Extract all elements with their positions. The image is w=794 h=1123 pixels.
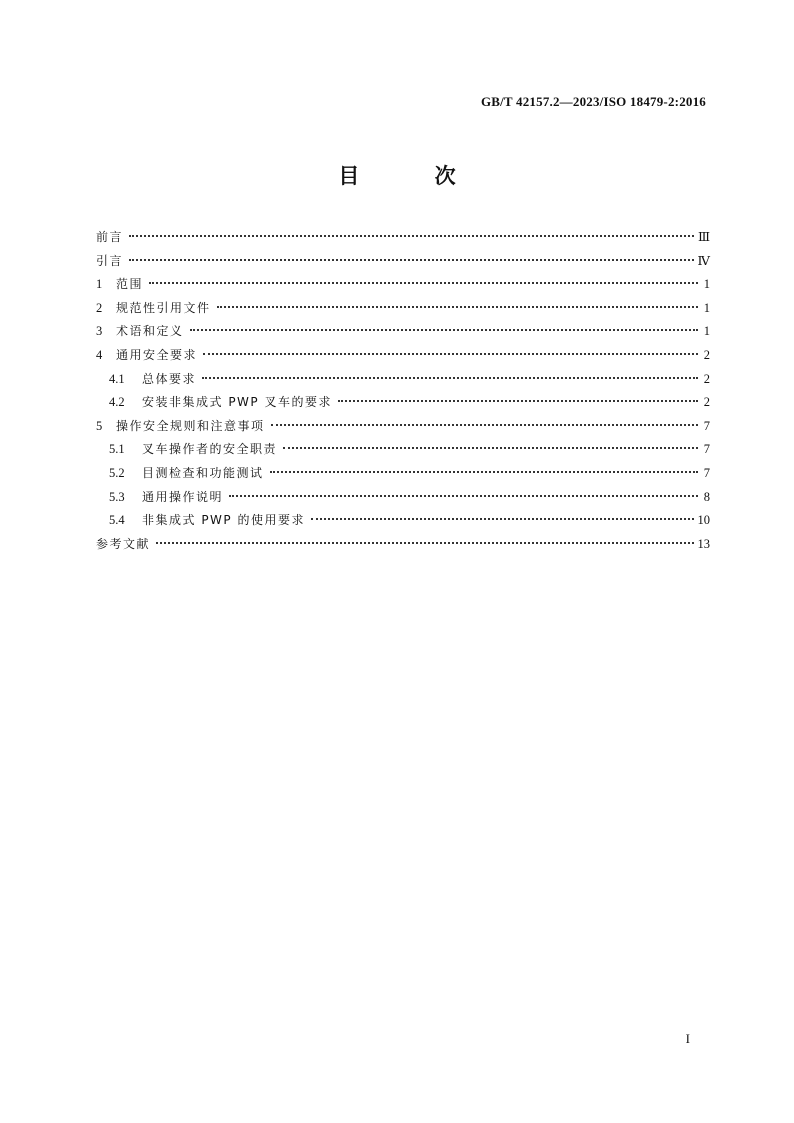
toc-dot-leader xyxy=(270,471,698,473)
toc-entry[interactable] xyxy=(96,368,710,392)
toc-entry-number: 5.3 xyxy=(109,489,125,504)
toc-entry-label: 术语和定义 xyxy=(116,324,184,339)
toc-dot-leader xyxy=(217,306,698,308)
toc-entry-number: 5 xyxy=(96,418,103,433)
toc-entry-page: 8 xyxy=(703,489,710,504)
toc-entry[interactable] xyxy=(96,226,710,250)
toc-dot-leader xyxy=(338,400,698,402)
toc-entry[interactable] xyxy=(96,462,710,486)
toc-entry-number: 5.1 xyxy=(109,442,125,457)
toc-entry-label: 非集成式 PWP 的使用要求 xyxy=(142,513,305,528)
toc-dot-leader xyxy=(202,377,698,379)
toc-dot-leader xyxy=(271,424,698,426)
toc-entry-page: 1 xyxy=(703,300,710,315)
toc-entry-page: 1 xyxy=(703,324,710,339)
toc-entry-label: 操作安全规则和注意事项 xyxy=(116,418,265,433)
toc-entry-number: 4.2 xyxy=(109,395,125,410)
toc-entry-page: Ⅳ xyxy=(697,253,710,268)
toc-entry[interactable] xyxy=(96,486,710,510)
toc-entry-label: 目测检查和功能测试 xyxy=(142,465,264,480)
toc-entry-label: 规范性引用文件 xyxy=(116,300,211,315)
toc-entry-page: 2 xyxy=(703,395,710,410)
page-number: I xyxy=(685,1031,690,1046)
toc-entry[interactable] xyxy=(96,250,710,274)
toc-dot-leader xyxy=(129,235,694,237)
toc-entry-page: 7 xyxy=(703,465,710,480)
toc-entry-page: 1 xyxy=(703,277,710,292)
toc-entry-page: 7 xyxy=(703,418,710,433)
toc-entry[interactable] xyxy=(96,391,710,415)
toc-dot-leader xyxy=(129,259,693,261)
toc-entry-number: 2 xyxy=(96,300,103,315)
toc-entry[interactable] xyxy=(96,415,710,439)
toc-entry-label: 范围 xyxy=(116,277,144,292)
toc-entry[interactable] xyxy=(96,344,710,368)
toc-entry-label: 安装非集成式 PWP 叉车的要求 xyxy=(142,395,332,410)
toc-entry-page: 13 xyxy=(697,536,710,551)
toc-entry-page: 2 xyxy=(703,371,710,386)
toc-entry-number: 1 xyxy=(96,277,103,292)
toc-dot-leader xyxy=(283,447,698,449)
toc-entry-page: 7 xyxy=(703,442,710,457)
toc-entry-number: 4 xyxy=(96,347,103,362)
toc-entry[interactable] xyxy=(96,533,710,557)
toc-entry-page: Ⅲ xyxy=(697,230,710,244)
toc-entry[interactable] xyxy=(96,297,710,321)
standard-code-text: GB/T 42157.2—2023/ISO 18479-2:2016 xyxy=(480,94,706,109)
toc-entry-label: 引言 xyxy=(96,253,124,268)
toc-dot-leader xyxy=(156,542,693,544)
toc-entry[interactable] xyxy=(96,273,710,297)
toc-dot-leader xyxy=(149,282,698,284)
toc-entry-number: 5.2 xyxy=(109,465,125,480)
toc-entry-number: 4.1 xyxy=(109,371,125,386)
toc-entry-number: 5.4 xyxy=(109,513,125,528)
toc-entry-label: 前言 xyxy=(96,230,124,244)
table-of-contents xyxy=(96,226,710,556)
toc-entry-page: 2 xyxy=(703,347,710,362)
toc-dot-leader xyxy=(311,518,694,520)
toc-dot-leader xyxy=(190,329,698,331)
toc-entry-page: 10 xyxy=(697,513,710,528)
toc-entry-label: 通用安全要求 xyxy=(116,347,198,362)
toc-entry[interactable] xyxy=(96,509,710,533)
toc-entry-number: 3 xyxy=(96,324,103,339)
toc-entry-label: 参考文献 xyxy=(96,536,151,551)
standard-code xyxy=(481,94,706,110)
toc-entry-label: 通用操作说明 xyxy=(142,489,224,504)
toc-dot-leader xyxy=(229,495,698,497)
toc-entry[interactable] xyxy=(96,320,710,344)
toc-dot-leader xyxy=(203,353,698,355)
toc-entry-label: 叉车操作者的安全职责 xyxy=(142,442,278,457)
toc-title: 目 次 xyxy=(338,164,490,188)
toc-entry[interactable] xyxy=(96,438,710,462)
toc-entry-label: 总体要求 xyxy=(142,371,197,386)
